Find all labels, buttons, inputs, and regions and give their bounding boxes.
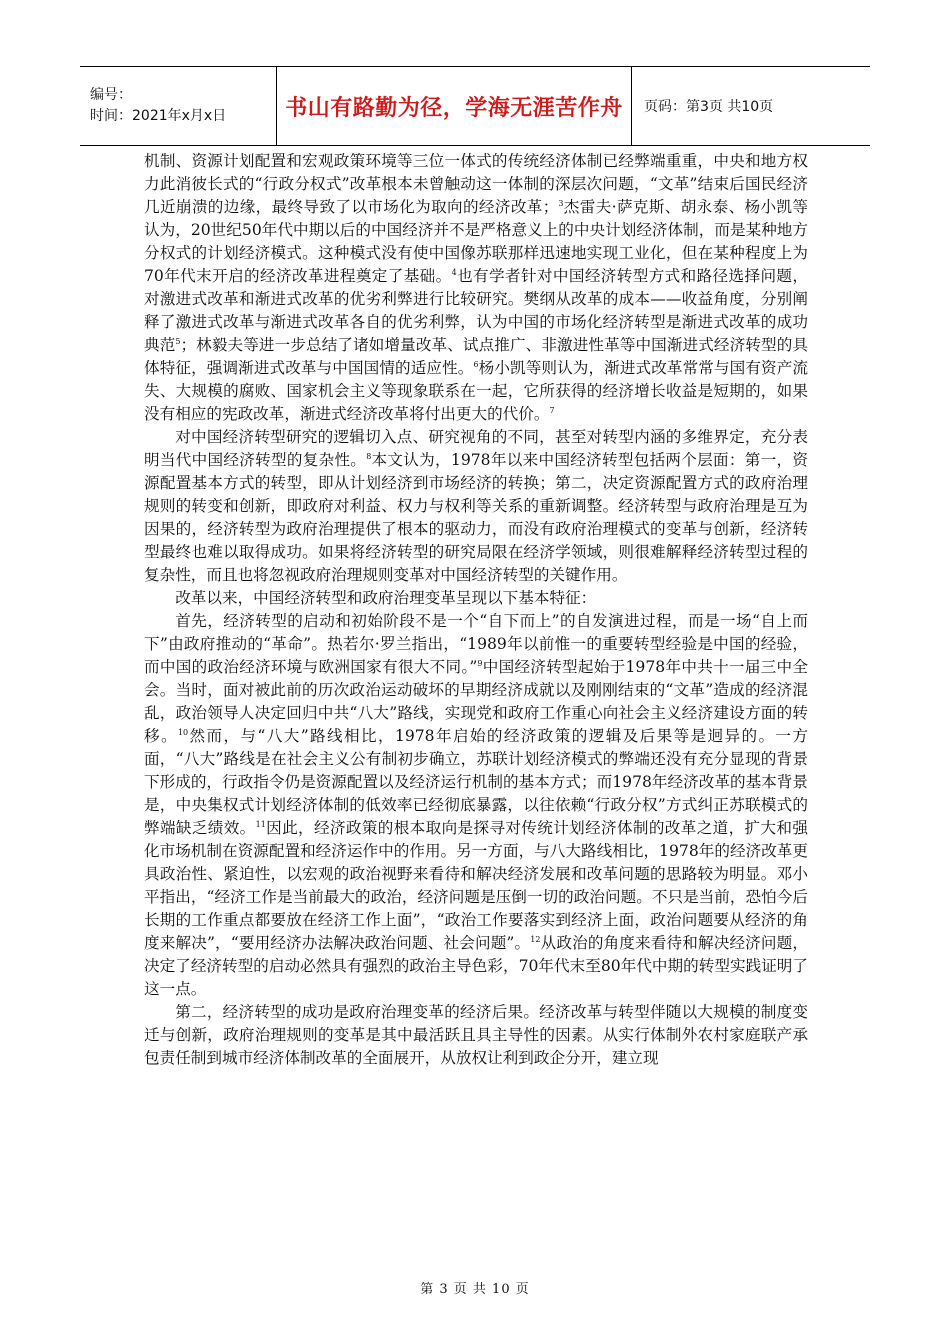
text-run: 首先，经济转型的启动和初始阶段不是一个“自下而上”的自发演进过程，而是一场“自上而下”由政府推动的“革命”。热若尔·罗兰指出，“1989年以前惟一的重要转型经验是中国的经验，而中国的政治经济环境与欧洲国家有很大不同。” [144, 612, 808, 676]
text-run: 杨小凯等则认为，渐进式改革常常与国有资产流失、大规模的腐败、国家机会主义等现象联系在一起，它所获得的经济增长收益是短期的，如果没有相应的宪政改革，渐进式经济改革将付出更大的代价。 [144, 359, 808, 423]
footnote-ref: 9 [477, 659, 483, 668]
footnote-ref: 11 [255, 820, 266, 829]
text-run: 然而，与“八大”路线相比，1978年启始的经济政策的逻辑及后果等是迥异的。一方面，“八大”路线是在社会主义公有制初步确立，苏联计划经济模式的弊端还没有充分显现的背景下形成的，行政指令仍是资源配置以及经济运行机制的基本方式；而1978年经济改革的基本背景是，中央集权式计划经济体制的低效率已经彻底暴露，以往依赖“行政分权”方式纠正苏联模式的弊端缺乏绩效。 [144, 727, 808, 837]
text-run: 中国经济转型起始于1978年中共十一届三中全会。当时，面对被此前的历次政治运动破坏的早期经济成就以及刚刚结束的“文革”造成的经济混乱，政治领导人决定回归中共“八大”路线，实现党和政府工作重心向社会主义经济建设方面的转移。 [144, 658, 808, 745]
text-run: ；林毅夫等进一步总结了诸如增量改革、试点推广、非激进性革等中国渐进式经济转型的具体特征，强调渐进式改革与中国国情的适应性。 [144, 336, 808, 377]
footnote-ref: 3 [558, 199, 564, 208]
footnote-ref: 6 [473, 360, 479, 369]
header-page-info [632, 67, 870, 145]
footnote-ref: 4 [451, 268, 457, 277]
document-number-label: 编号： [90, 87, 132, 103]
text-run: 对中国经济转型研究的逻辑切入点、研究视角的不同，甚至对转型内涵的多维界定，充分表明当代中国经济转型的复杂性。 [144, 428, 808, 469]
paragraph-4 [144, 610, 808, 1001]
header-motto-cell [276, 67, 632, 145]
document-body [144, 150, 808, 1070]
header-motto: 书山有路勤为径，学海无涯苦作舟 [285, 95, 623, 121]
page-footer: 第 3 页 共 10 页 [420, 1282, 530, 1297]
text-run: 机制、资源计划配置和宏观政策环境等三位一体式的传统经济体制已经弊端重重，中央和地方权力此消彼长式的“行政分权式”改革根本未曾触动这一体制的深层次问题，“文革”结束后国民经济几近崩溃的边缘，最终导致了以市场化为取向的经济改革； [144, 152, 808, 216]
footnote-ref: 10 [177, 728, 189, 737]
page-header [80, 66, 870, 146]
text-run: 也有学者针对中国经济转型方式和路径选择问题，对激进式改革和渐进式改革的优劣利弊进行比较研究。樊纲从改革的成本——收益角度，分别阐释了激进式改革与渐进式改革各自的优劣利弊，认为中国的市场化经济转型是渐进式改革的成功典范 [144, 267, 808, 354]
text-run: 本文认为，1978年以来中国经济转型包括两个层面：第一，资源配置基本方式的转型，即从计划经济到市场经济的转换；第二，决定资源配置方式的政府治理规则的转变和创新，即政府对利益、权力与权利等关系的重新调整。经济转型与政府治理是互为因果的，经济转型为政府治理提供了根本的驱动力，而没有政府治理模式的变革与创新，经济转型最终也难以取得成功。如果将经济转型的研究局限在经济学领域，则很难解释经济转型过程的复杂性，而且也将忽视政府治理规则变革对中国经济转型的关键作用。 [144, 451, 808, 584]
document-date-label: 时间：2021年x月x日 [90, 108, 227, 124]
text-run: 杰雷夫·萨克斯、胡永泰、杨小凯等认为，20世纪50年代中期以后的中国经济并不是严格意义上的中央计划经济体制，而是某种地方分权式的计划经济模式。这种模式没有使中国像苏联那样迅速地实现工业化，但在某种程度上为70年代末开启的经济改革进程奠定了基础。 [144, 198, 808, 285]
footnote-ref: 8 [366, 452, 372, 461]
paragraph-5: 第二，经济转型的成功是政府治理变革的经济后果。经济改革与转型伴随以大规模的制度变迁与创新，政府治理规则的变革是其中最活跃且具主导性的因素。从实行体制外农村家庭联产承包责任制到城市经济体制改革的全面展开，从放权让利到政企分开，建立现 [144, 1003, 808, 1067]
paragraph-1 [144, 150, 808, 426]
header-meta [80, 67, 276, 145]
footnote-ref: 12 [530, 935, 541, 944]
text-run: 因此，经济政策的根本取向是探寻对传统计划经济体制的改革之道，扩大和强化市场机制在资源配置和经济运作中的作用。另一方面，与八大路线相比，1978年的经济改革更具政治性、紧迫性，以宏观的政治视野来看待和解决经济发展和改革问题的思路较为明显。邓小平指出，“经济工作是当前最大的政治，经济问题是压倒一切的政治问题。不只是当前，恐怕今后长期的工作重点都要放在经济工作上面”，“政治工作要落实到经济上面，政治问题要从经济的角度来解决”，“要用经济办法解决政治问题、社会问题”。 [144, 819, 808, 952]
page-number-label: 页码：第3页 共10页 [644, 99, 774, 115]
footnote-ref: 7 [549, 406, 555, 415]
footnote-ref: 5 [175, 337, 181, 346]
text-run: 从政治的角度来看待和解决经济问题，决定了经济转型的启动必然具有强烈的政治主导色彩，70年代末至80年代中期的转型实践证明了这一点。 [144, 934, 808, 998]
paragraph-2 [144, 426, 808, 587]
paragraph-3: 改革以来，中国经济转型和政府治理变革呈现以下基本特征： [175, 589, 597, 607]
